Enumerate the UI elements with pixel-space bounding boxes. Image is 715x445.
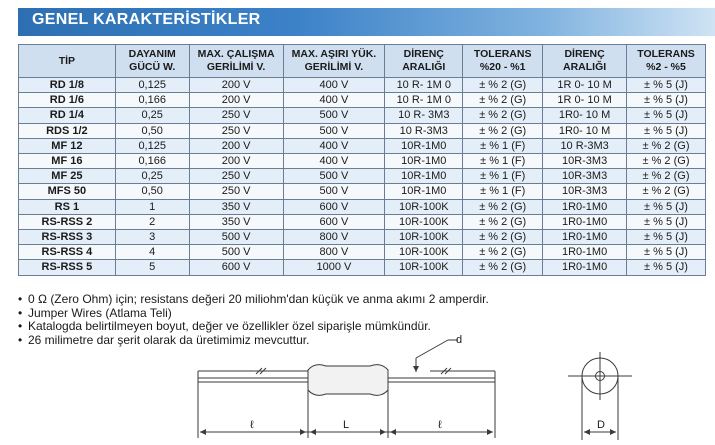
value-cell: ± % 2 (G) (463, 93, 543, 108)
value-cell: ± % 2 (G) (627, 184, 706, 199)
value-cell: 10 R- 3M3 (385, 108, 463, 123)
value-cell: 200 V (189, 93, 283, 108)
type-cell: MF 16 (19, 154, 116, 169)
label-d: d (456, 334, 463, 346)
value-cell: 10R-100K (385, 245, 463, 260)
value-cell: 10R-1M0 (385, 169, 463, 184)
value-cell: 1R0-1M0 (543, 230, 627, 245)
value-cell: ± % 2 (G) (627, 169, 706, 184)
value-cell: 400 V (283, 78, 385, 93)
column-header-line1: MAX. ÇALIŞMA (197, 48, 275, 60)
value-cell: 250 V (189, 108, 283, 123)
value-cell: 1R0- 10 M (543, 123, 627, 138)
value-cell: ± % 2 (G) (463, 78, 543, 93)
value-cell: 600 V (283, 199, 385, 214)
value-cell: ± % 5 (J) (627, 123, 706, 138)
type-cell: RS-RSS 2 (19, 214, 116, 229)
value-cell: 1R0-1M0 (543, 260, 627, 275)
value-cell: ± % 5 (J) (627, 214, 706, 229)
value-cell: 3 (115, 230, 189, 245)
column-header-line1: DİRENÇ (564, 48, 605, 60)
type-cell: RS-RSS 4 (19, 245, 116, 260)
column-header-line2: GÜCÜ W. (129, 61, 176, 73)
value-cell: ± % 1 (F) (463, 184, 543, 199)
value-cell: ± % 5 (J) (627, 199, 706, 214)
note-text: Katalogda belirtilmeyen boyut, değer ve özellikler özel siparişle mümkündür. (28, 319, 431, 333)
value-cell: 10 R- 1M 0 (385, 78, 463, 93)
value-cell: ± % 2 (G) (627, 154, 706, 169)
value-cell: 600 V (189, 260, 283, 275)
value-cell: ± % 2 (G) (463, 108, 543, 123)
type-cell: RDS 1/2 (19, 123, 116, 138)
value-cell: ± % 5 (J) (627, 230, 706, 245)
value-cell: 0,125 (115, 78, 189, 93)
value-cell: 400 V (283, 93, 385, 108)
value-cell: 4 (115, 245, 189, 260)
value-cell: 10R-3M3 (543, 184, 627, 199)
value-cell: 250 V (189, 169, 283, 184)
type-cell: MF 12 (19, 138, 116, 153)
bullet-icon: • (18, 332, 23, 347)
column-header-line2: GERİLİMİ V. (304, 61, 364, 73)
value-cell: 200 V (189, 78, 283, 93)
label-L: L (343, 419, 350, 431)
note-text: 26 milimetre dar şerit olarak da üretimimiz mevcuttur. (28, 332, 310, 347)
column-header-line1: DAYANIM (128, 48, 176, 60)
label-D: D (597, 419, 605, 431)
value-cell: ± % 1 (F) (463, 154, 543, 169)
value-cell: 10R-100K (385, 260, 463, 275)
type-cell: RS-RSS 5 (19, 260, 116, 275)
column-header-line1: TOLERANS (637, 48, 695, 60)
note-text: 0 Ω (Zero Ohm) için; resistans değeri 20 miliohm'dan küçük ve anma akımı 2 amperdir. (28, 292, 489, 306)
value-cell: 0,50 (115, 123, 189, 138)
value-cell: 10R-100K (385, 199, 463, 214)
value-cell: 10 R-3M3 (385, 123, 463, 138)
value-cell: 600 V (283, 214, 385, 229)
value-cell: 1 (115, 199, 189, 214)
value-cell: 350 V (189, 214, 283, 229)
label-l-left: ℓ (250, 419, 254, 431)
type-cell: RD 1/4 (19, 108, 116, 123)
value-cell: 10R-1M0 (385, 154, 463, 169)
value-cell: 1000 V (283, 260, 385, 275)
value-cell: ± % 5 (J) (627, 108, 706, 123)
value-cell: 500 V (283, 184, 385, 199)
value-cell: 2 (115, 214, 189, 229)
value-cell: 250 V (189, 123, 283, 138)
value-cell: 0,166 (115, 93, 189, 108)
value-cell: 1R 0- 10 M (543, 93, 627, 108)
value-cell: 0,50 (115, 184, 189, 199)
value-cell: 10R-100K (385, 214, 463, 229)
column-header-line1: TOLERANS (473, 48, 532, 60)
bullet-icon: • (18, 292, 23, 306)
value-cell: 10R-3M3 (543, 169, 627, 184)
value-cell: 5 (115, 260, 189, 275)
bullet-icon: • (18, 305, 23, 320)
value-cell: 800 V (283, 230, 385, 245)
value-cell: ± % 5 (J) (627, 93, 706, 108)
value-cell: 500 V (189, 245, 283, 260)
value-cell: 10R-1M0 (385, 138, 463, 153)
value-cell: 800 V (283, 245, 385, 260)
value-cell: 1R0-1M0 (543, 214, 627, 229)
value-cell: ± % 5 (J) (627, 245, 706, 260)
note-text: Jumper Wires (Atlama Teli) (28, 305, 172, 320)
value-cell: 200 V (189, 154, 283, 169)
value-cell: 0,166 (115, 154, 189, 169)
value-cell: 10R-100K (385, 230, 463, 245)
value-cell: ± % 2 (G) (463, 199, 543, 214)
value-cell: 500 V (283, 108, 385, 123)
column-header-line2: ARALIĞI (402, 61, 446, 73)
value-cell: 350 V (189, 199, 283, 214)
type-cell: RS 1 (19, 199, 116, 214)
value-cell: 10R-1M0 (385, 184, 463, 199)
value-cell: 1R0-1M0 (543, 199, 627, 214)
value-cell: 500 V (189, 230, 283, 245)
resistor-body (308, 365, 388, 396)
value-cell: 500 V (283, 169, 385, 184)
type-cell: RD 1/6 (19, 93, 116, 108)
value-cell: ± % 5 (J) (627, 260, 706, 275)
column-header-line1: MAX. AŞIRI YÜK. (291, 48, 377, 60)
value-cell: 10R-3M3 (543, 154, 627, 169)
column-header-line2: GERİLİMİ V. (206, 61, 266, 73)
value-cell: ± % 2 (G) (463, 214, 543, 229)
value-cell: 400 V (283, 154, 385, 169)
type-cell: MF 25 (19, 169, 116, 184)
column-header-line2: ARALIĞI (563, 61, 607, 73)
value-cell: ± % 2 (G) (463, 230, 543, 245)
column-header-line2: %2 - %5 (646, 61, 686, 73)
value-cell: ± % 2 (G) (627, 138, 706, 153)
column-header-line1: DİRENÇ (403, 48, 444, 60)
type-cell: MFS 50 (19, 184, 116, 199)
label-l-right: ℓ (438, 419, 442, 431)
value-cell: 0,125 (115, 138, 189, 153)
value-cell: ± % 2 (G) (463, 260, 543, 275)
type-cell: RS-RSS 3 (19, 230, 116, 245)
value-cell: 250 V (189, 184, 283, 199)
value-cell: 0,25 (115, 169, 189, 184)
value-cell: ± % 1 (F) (463, 138, 543, 153)
column-header-line1: TİP (58, 54, 76, 67)
bullet-icon: • (18, 319, 23, 333)
value-cell: 1R0- 10 M (543, 108, 627, 123)
value-cell: 0,25 (115, 108, 189, 123)
value-cell: 500 V (283, 123, 385, 138)
value-cell: 1R 0- 10 M (543, 78, 627, 93)
value-cell: 400 V (283, 138, 385, 153)
value-cell: ± % 2 (G) (463, 245, 543, 260)
value-cell: 10 R- 1M 0 (385, 93, 463, 108)
page-title: GENEL KARAKTERİSTİKLER (32, 11, 261, 28)
value-cell: 1R0-1M0 (543, 245, 627, 260)
value-cell: ± % 2 (G) (463, 123, 543, 138)
value-cell: 200 V (189, 138, 283, 153)
value-cell: 10 R-3M3 (543, 138, 627, 153)
type-cell: RD 1/8 (19, 78, 116, 93)
column-header-line2: %20 - %1 (479, 61, 526, 73)
value-cell: ± % 1 (F) (463, 169, 543, 184)
value-cell: ± % 5 (J) (627, 78, 706, 93)
